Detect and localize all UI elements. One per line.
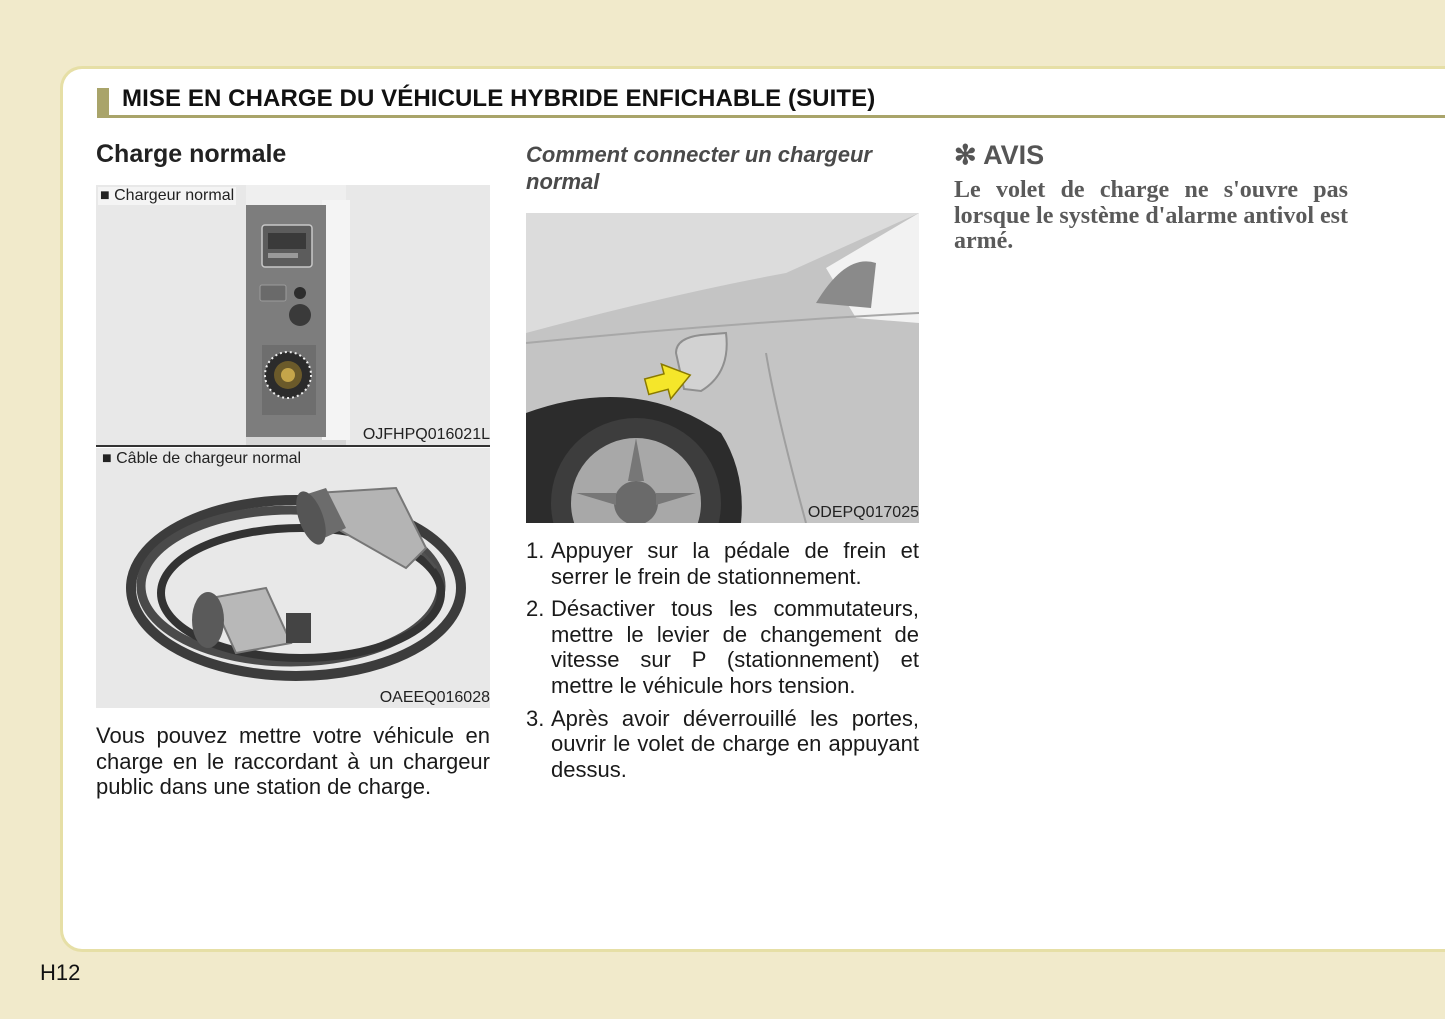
figure-code: OJFHPQ016021L	[362, 426, 490, 443]
step-text: Appuyer sur la pédale de frein et serrer le frein de stationnement.	[551, 538, 919, 589]
header-accent-bar	[97, 88, 109, 116]
left-heading: Charge normale	[96, 140, 287, 168]
charger-cable-figure	[96, 448, 490, 708]
step-text: Désactiver tous les commutateurs, mettre le levier de changement de vitesse sur P (stationnement) et mettre le véhicule hors tension.	[551, 596, 919, 698]
page-number: H12	[40, 960, 81, 985]
figure-code: ODEPQ017025	[807, 504, 919, 521]
step-number: 2.	[526, 596, 545, 622]
header-rule	[97, 115, 1445, 118]
middle-subheading: Comment connecter un chargeur normal	[526, 142, 872, 194]
left-paragraph: Vous pouvez mettre votre véhicule en charge en le raccordant à un chargeur public dans une station de charge.	[96, 723, 490, 800]
cable-illustration	[96, 448, 490, 708]
figure-caption: ■ Câble de chargeur normal	[102, 450, 302, 467]
step-number: 3.	[526, 705, 545, 731]
steps-list	[526, 538, 919, 789]
step-number: 1.	[526, 538, 545, 563]
figure-caption: ■ Chargeur normal	[100, 187, 235, 204]
step-item	[526, 706, 919, 783]
step-item	[526, 538, 919, 589]
charger-station-illustration	[96, 185, 490, 445]
notice-text: Le volet de charge ne s'ouvre pas lorsque le système d'alarme antivol est armé.	[954, 177, 1348, 254]
car-charge-door-figure	[526, 213, 919, 523]
normal-charger-figure	[96, 185, 490, 445]
car-fender-illustration	[526, 213, 919, 523]
step-text: Après avoir déverrouillé les portes, ouvrir le volet de charge en appuyant dessus.	[551, 705, 919, 782]
figure-divider	[96, 445, 490, 447]
section-title: MISE EN CHARGE DU VÉHICULE HYBRIDE ENFICHABLE (SUITE)	[122, 85, 876, 112]
notice-title: ✻ AVIS	[954, 140, 1045, 170]
step-item	[526, 596, 919, 698]
figure-code: OAEEQ016028	[379, 689, 490, 706]
